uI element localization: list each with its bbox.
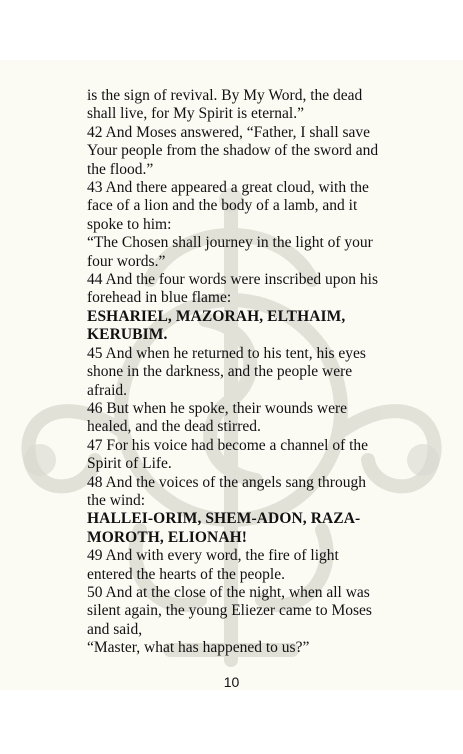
verse-45: 45 And when he returned to his tent, his eyes shone in the darkness, and the people were afraid. <box>87 344 366 399</box>
verse-47: 47 For his voice had become a channel of the Spirit of Life. <box>87 436 369 473</box>
verse-44: 44 And the four words were inscribed upon his forehead in blue flame: <box>87 271 379 307</box>
verse-48: 48 And the voices of the angels sang through the wind: <box>87 473 366 509</box>
paragraph: is the sign of revival. By My Word, the dead shall live, for My Spirit is eternal.” <box>87 87 363 123</box>
quote-master: “Master, what has happened to us?” <box>87 639 310 657</box>
scripture-text <box>87 87 387 658</box>
verse-50: 50 And at the close of the night, when all was silent again, the young Eliezer came to Moses and said, <box>87 583 372 638</box>
page-number: 10 <box>223 674 240 690</box>
book-page <box>0 60 463 690</box>
quote-chosen: “The Chosen shall journey in the light of your four words.” <box>87 234 373 270</box>
verse-43: 43 And there appeared a great cloud, with the face of a lion and the body of a lamb, and it spoke to him: <box>87 179 369 233</box>
four-words-heading: ESHARIEL, MAZORAH, ELTHAIM, KERUBIM. <box>87 307 346 344</box>
verse-42: 42 And Moses answered, “Father, I shall save Your people from the shadow of the sword and the flood.” <box>87 123 379 178</box>
angel-song-heading: HALLEI-ORIM, SHEM-ADON, RAZA-MOROTH, ELIONAH! <box>87 510 361 546</box>
verse-46: 46 But when he spoke, their wounds were healed, and the dead stirred. <box>87 399 348 436</box>
verse-49: 49 And with every word, the fire of light entered the hearts of the people. <box>87 547 339 583</box>
